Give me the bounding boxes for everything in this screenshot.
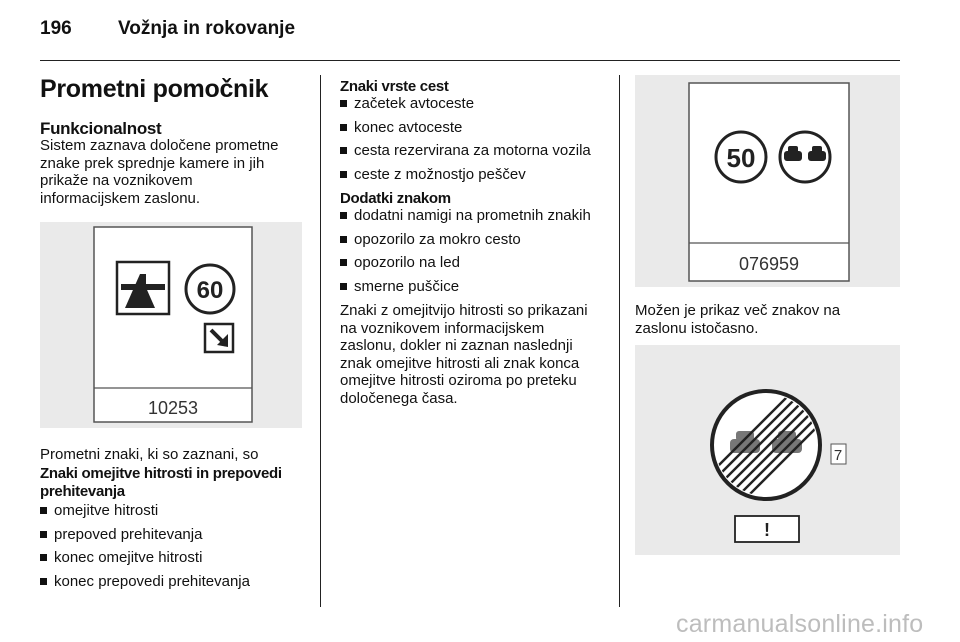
intro-paragraph: Sistem zaznava določene prometne znake prek sprednje kamere in jih prikaže na voznikovem informacijskem zaslonu. [40,137,279,207]
side-indicator-icon [831,444,846,464]
page-number: 196 [40,18,72,39]
group2-title: Znaki vrste cest [340,78,449,95]
figure-code: 10253 [147,398,199,418]
multi-sign-caption: Možen je prikaz več znakov na zaslonu istočasno. [635,302,841,337]
header-rule [40,60,900,61]
figure-code: 076959 [738,254,800,274]
group1-list [40,502,250,596]
no-overtaking-icon [780,132,830,182]
list-item: cesta rezervirana za motorna vozila [340,142,591,160]
list-item: začetek avtoceste [340,95,591,113]
display-illustration [40,222,302,428]
figure-end-no-overtaking [635,345,900,555]
watermark: carmanualsonline.info [676,610,924,638]
speed-info-paragraph: Znaki z omejitvijo hitrosti so prikazani na voznikovem informacijskem zaslonu, dokler ni zaznan naslednji znak omejitve hitrosti ali znak konca omejitve hitrosti oziroma po preteku določenega časa. [340,302,588,407]
display-frame [689,83,849,281]
section-title: Vožnja in rokovanje [118,18,296,39]
list-item: konec avtoceste [340,119,591,137]
display-illustration [635,75,900,287]
figure-display-10253 [40,222,302,428]
svg-text:!: ! [764,520,770,540]
warning-plate-icon [735,516,799,542]
list-item: opozorilo za mokro cesto [340,231,591,249]
speed-limit-50-icon [716,132,766,182]
svg-text:60: 60 [196,277,224,304]
group3-list [340,207,591,301]
figure-display-076959 [635,75,900,287]
svg-text:50: 50 [726,143,756,173]
group2-list [340,95,591,189]
end-of-no-overtaking-icon [705,379,835,509]
column-divider-right [619,75,620,607]
list-item: prepoved prehitevanja [40,526,250,544]
list-item: konec omejitve hitrosti [40,549,250,567]
direction-arrow-icon [205,324,233,352]
list-item: ceste z možnostjo peščev [340,166,591,184]
list-item: omejitve hitrosti [40,502,250,520]
list-item: smerne puščice [340,278,591,296]
motorway-sign-icon [117,262,169,314]
group1-title: Znaki omejitve hitrosti in prepovedi prehitevanja [40,465,282,500]
speed-limit-60-icon [186,265,234,313]
main-heading: Prometni pomočnik [40,75,269,103]
group3-title: Dodatki znakom [340,190,451,207]
list-item: dodatni namigi na prometnih znakih [340,207,591,225]
svg-text:7: 7 [833,447,843,464]
subheading-funkcionalnost: Funkcionalnost [40,119,162,138]
list-item: konec prepovedi prehitevanja [40,573,250,591]
list-item: opozorilo na led [340,254,591,272]
sign-illustration [635,345,900,555]
detected-intro: Prometni znaki, ki so zaznani, so [40,446,259,463]
column-divider-left [320,75,321,607]
